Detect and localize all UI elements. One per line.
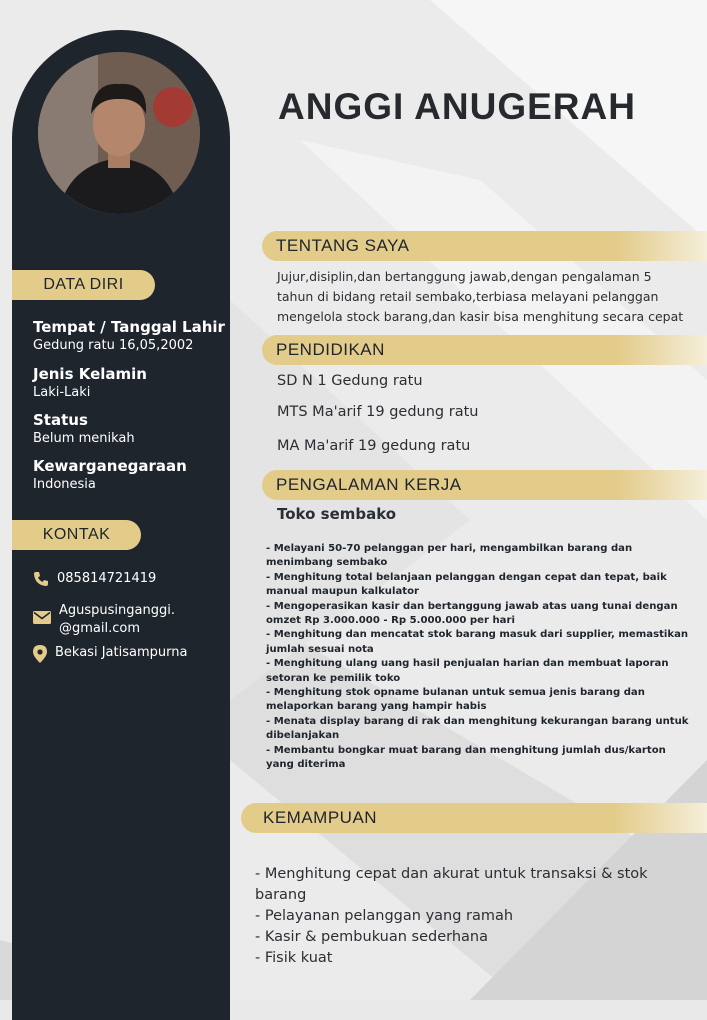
duty-item: - Menghitung dan mencatat stok barang masuk dari supplier, memastikan jumlah sesuai nota	[266, 629, 689, 655]
email-line-2: @gmail.com	[59, 621, 141, 636]
field-label: Tempat / Tanggal Lahir	[33, 318, 225, 336]
field-label: Status	[33, 411, 88, 429]
skills-list	[255, 864, 675, 969]
email-address	[59, 602, 175, 638]
gender-field	[33, 365, 147, 400]
kontak-heading: KONTAK	[12, 520, 141, 550]
birth-field	[33, 318, 225, 353]
duty-item: - Menghitung total belanjaan pelanggan dengan cepat dan tepat, baik manual maupun kalkulator	[266, 571, 667, 598]
candidate-name: ANGGI ANUGERAH	[278, 86, 636, 127]
education-item: SD N 1 Gedung ratu	[277, 373, 423, 389]
field-value: Belum menikah	[33, 431, 135, 446]
status-field	[33, 411, 135, 446]
data-diri-heading: DATA DIRI	[12, 270, 155, 300]
education-item: MA Ma'arif 19 gedung ratu	[277, 438, 471, 454]
phone-icon	[33, 571, 49, 587]
skill-item: - Fisik kuat	[255, 950, 333, 966]
about-heading: TENTANG SAYA	[262, 231, 707, 261]
duty-item: - Melayani 50-70 pelanggan per hari, mengambilkan barang dan menimbang sembako	[266, 543, 633, 569]
job-title: Toko sembako	[277, 505, 397, 523]
address-contact	[33, 645, 187, 663]
phone-contact[interactable]	[33, 571, 156, 587]
field-value: Indonesia	[33, 477, 96, 492]
duty-item: - Menghitung ulang uang hasil penjualan harian dan membuat laporan setoran ke pemilik toko	[266, 658, 669, 684]
citizenship-field	[33, 457, 187, 492]
email-contact[interactable]	[33, 602, 175, 638]
field-label: Jenis Kelamin	[33, 365, 147, 383]
about-text: Jujur,disiplin,dan bertanggung jawab,dengan pengalaman 5 tahun di bidang retail sembako,terbiasa melayani pelanggan mengelola stock barang,dan kasir bisa menghitung secara cepat	[277, 269, 684, 324]
skill-item: - Pelayanan pelanggan yang ramah	[255, 908, 514, 924]
field-label: Kewarganegaraan	[33, 457, 187, 475]
duty-item: - Menata display barang di rak dan menghitung kekurangan barang untuk dibelanjakan	[266, 715, 689, 742]
address-text: Bekasi Jatisampurna	[55, 645, 188, 660]
education-item: MTS Ma'arif 19 gedung ratu	[277, 404, 479, 420]
duty-item: - Membantu bongkar muat barang dan menghitung jumlah dus/karton yang diterima	[266, 744, 666, 771]
duty-item: - Menghitung stok opname bulanan untuk semua jenis barang dan melaporkan barang yang hampir habis	[266, 687, 645, 713]
field-value: Laki-Laki	[33, 385, 91, 400]
field-value: Gedung ratu 16,05,2002	[33, 338, 194, 353]
experience-heading: PENGALAMAN KERJA	[262, 470, 707, 500]
skill-item: - Kasir & pembukuan sederhana	[255, 929, 488, 945]
location-pin-icon	[33, 645, 47, 663]
phone-number: 085814721419	[57, 571, 157, 586]
email-line-1: Aguspusinganggi.	[59, 603, 175, 618]
duties-list	[266, 542, 691, 773]
education-heading: PENDIDIKAN	[262, 335, 707, 365]
skill-item: - Menghitung cepat dan akurat untuk transaksi & stok barang	[255, 866, 648, 903]
email-icon	[33, 611, 51, 625]
duty-item: - Mengoperasikan kasir dan bertanggung jawab atas uang tunai dengan omzet Rp 3.000.000 - Rp 5.000.000 per hari	[266, 600, 678, 627]
profile-photo	[38, 52, 200, 214]
skills-heading: KEMAMPUAN	[241, 803, 707, 833]
